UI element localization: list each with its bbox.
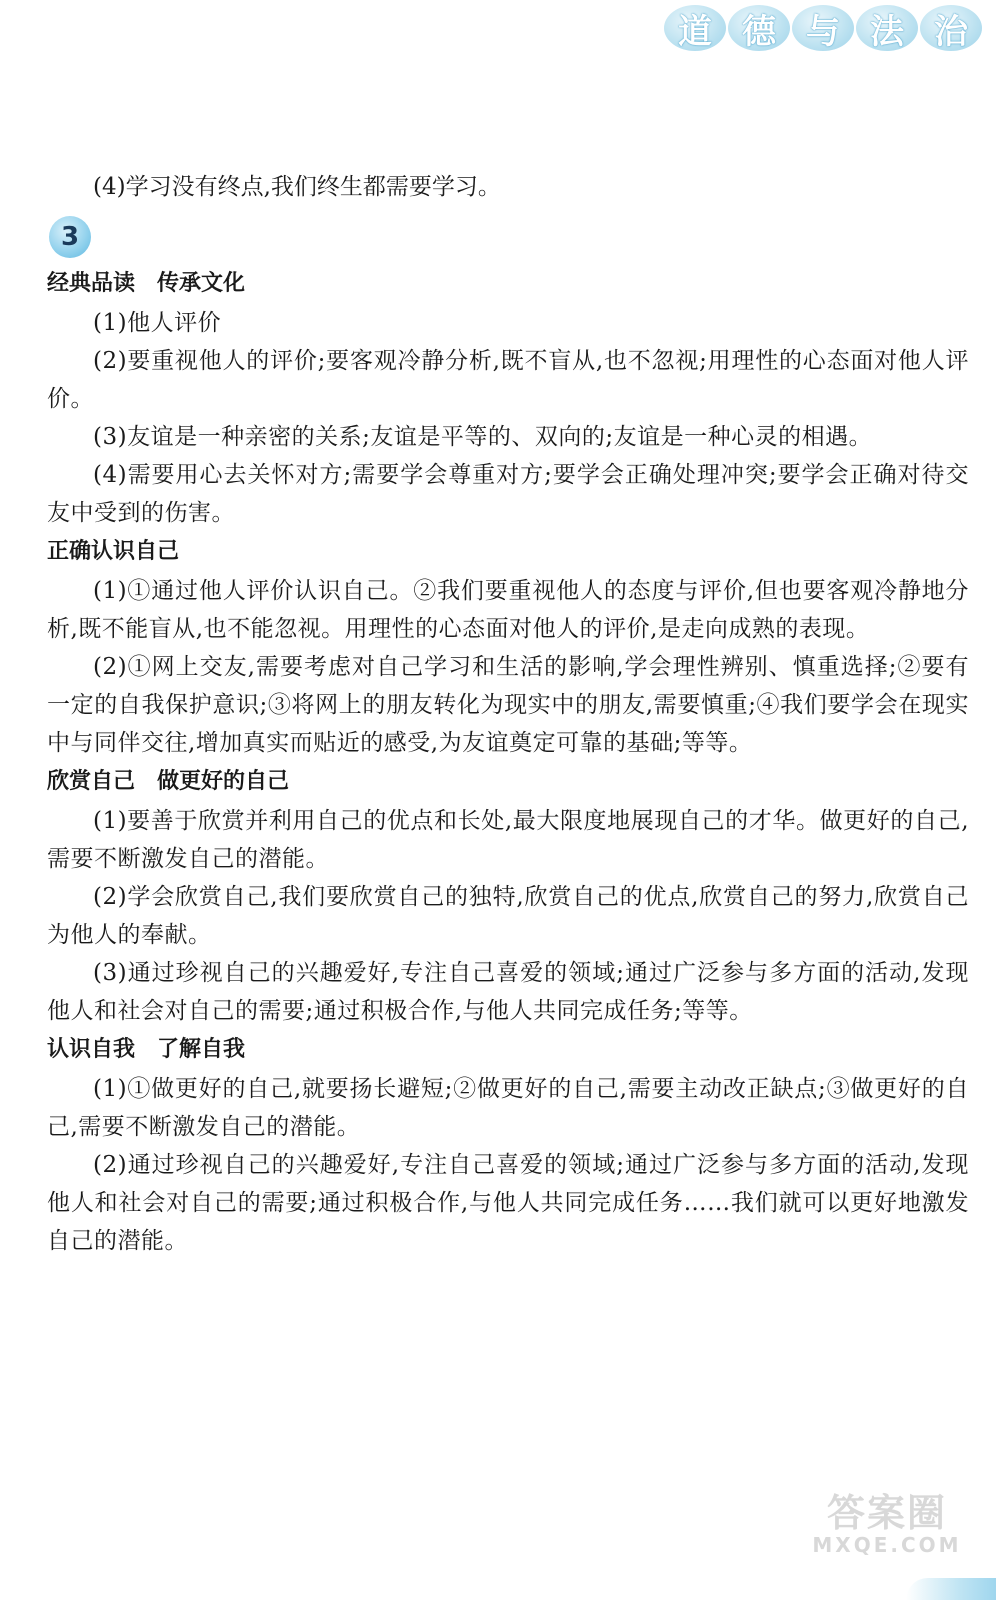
title-char: 与 (792, 5, 854, 51)
answer-paragraph: (2)通过珍视自己的兴趣爱好,专注自己喜爱的领域;通过广泛参与多方面的活动,发现他人和社会对自己的需要;通过积极合作,与他人共同完成任务……我们就可以更好地激发自己的潜能。 (47, 1152, 969, 1254)
title-char: 德 (728, 5, 790, 51)
corner-decoration (906, 1578, 996, 1600)
section-classic-reading (47, 264, 969, 532)
answer-paragraph: (1)要善于欣赏并利用自己的优点和长处,最大限度地展现自己的才华。做更好的自己,需要不断激发自己的潜能。 (47, 808, 969, 872)
intro-line: (4)学习没有终点,我们终生都需要学习。 (93, 174, 501, 200)
answer-paragraph: (2)学会欣赏自己,我们要欣赏自己的独特,欣赏自己的优点,欣赏自己的努力,欣赏自己为他人的奉献。 (47, 884, 969, 948)
title-char: 法 (856, 5, 918, 51)
watermark-domain: MXQE.COM (812, 1533, 962, 1557)
answer-paragraph: (4)需要用心去关怀对方;需要学会尊重对方;要学会正确处理冲突;要学会正确对待交友中受到的伤害。 (47, 462, 969, 526)
section-heading: 认识自我 了解自我 (47, 1037, 246, 1062)
page-content (47, 168, 969, 1260)
answer-paragraph: (1)他人评价 (93, 310, 222, 336)
section-heading: 经典品读 传承文化 (47, 271, 246, 296)
title-char: 治 (920, 5, 982, 51)
answer-paragraph: (1)①做更好的自己,就要扬长避短;②做更好的自己,需要主动改正缺点;③做更好的自己,需要不断激发自己的潜能。 (47, 1076, 969, 1140)
section-know-yourself (47, 532, 969, 762)
answer-paragraph: (3)通过珍视自己的兴趣爱好,专注自己喜爱的领域;通过广泛参与多方面的活动,发现他人和社会对自己的需要;通过积极合作,与他人共同完成任务;等等。 (47, 960, 969, 1024)
answer-paragraph: (2)①网上交友,需要考虑对自己学习和生活的影响,学会理性辨别、慎重选择;②要有一定的自我保护意识;③将网上的朋友转化为现实中的朋友,需要慎重;④我们要学会在现实中与同伴交往,增加真实而贴近的感受,为友谊奠定可靠的基础;等等。 (47, 654, 969, 756)
section-heading: 正确认识自己 (47, 539, 180, 564)
section-heading: 欣赏自己 做更好的自己 (47, 769, 290, 794)
subject-title (664, 5, 982, 51)
title-char: 道 (664, 5, 726, 51)
section-appreciate-yourself (47, 762, 969, 1030)
answer-paragraph: (1)①通过他人评价认识自己。②我们要重视他人的态度与评价,但也要客观冷静地分析,既不能盲从,也不能忽视。用理性的心态面对他人的评价,是走向成熟的表现。 (47, 578, 969, 642)
answer-paragraph: (3)友谊是一种亲密的关系;友谊是平等的、双向的;友谊是一种心灵的相遇。 (93, 424, 873, 450)
answer-paragraph: (2)要重视他人的评价;要客观冷静分析,既不盲从,也不忽视;用理性的心态面对他人评价。 (47, 348, 969, 412)
section-number-badge: 3 (49, 216, 91, 258)
section-understand-yourself (47, 1030, 969, 1260)
site-watermark (802, 1492, 972, 1562)
watermark-logo-text: 答案圈 (826, 1491, 947, 1535)
